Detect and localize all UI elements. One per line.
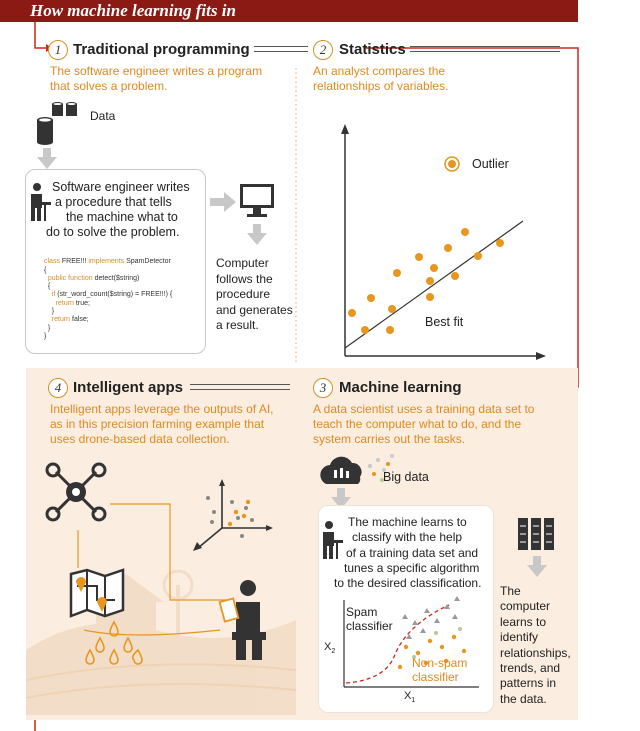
server-icon (516, 516, 556, 552)
point (348, 309, 356, 317)
point (415, 253, 423, 261)
section-2-rule (410, 46, 560, 52)
point (367, 294, 375, 302)
code-snippet: class FREE!!! implements SpamDetector { public function detect($string) { if (str_word_count($string) = FREE!!!) { return true; } return false; } } (44, 258, 173, 340)
point (386, 326, 394, 334)
machine-text: The machine learns to classify with the help of a training data set and tunes a specific algorithm to the desired classification. (334, 515, 482, 591)
data-label: Data (90, 109, 116, 123)
point (361, 326, 369, 334)
nonspam-label: Non-spam classifier (412, 656, 468, 684)
section-3-subtitle: A data scientist uses a training data set to teach the computer what to do, and the system carries out the tasks. (313, 402, 535, 446)
x2-axis-label: $X_2$ (324, 641, 336, 656)
point (451, 272, 459, 280)
section-1-title: Traditional programming (73, 41, 250, 58)
point (444, 244, 452, 252)
engineer-text: Software engineer writes a procedure that tells the machine what to do to solve the problem. (46, 180, 190, 239)
point (461, 228, 469, 236)
outlier-point (448, 160, 456, 168)
x1-axis-label: $X_1$ (404, 690, 416, 705)
best-fit-label: Best fit (425, 315, 464, 329)
farmer-icon (218, 578, 274, 662)
arrow-down-icon (36, 148, 58, 170)
database-icon (34, 102, 84, 146)
section-4-subtitle: Intelligent apps leverage the outputs of AI, as in this precision farming example that uses drone-based data collection. (50, 402, 274, 446)
water-drops-icon (82, 620, 152, 672)
computer-icon (238, 182, 278, 220)
big-data-label: Big data (383, 470, 429, 484)
arrow-down-icon-2 (246, 224, 268, 246)
section-3-title: Machine learning (339, 379, 462, 396)
computer-text: Computer follows the procedure and generates a result. (216, 256, 293, 332)
spam-label: Spam classifier (346, 605, 393, 633)
page-title: How machine learning fits in (30, 1, 236, 20)
point (426, 293, 434, 301)
outlier-label: Outlier (472, 157, 509, 171)
section-4-badge: 4 (48, 378, 68, 398)
section-1-rule (254, 46, 308, 52)
section-1-badge: 1 (48, 40, 68, 60)
point (496, 239, 504, 247)
scientist-icon (322, 520, 344, 560)
point (393, 269, 401, 277)
engineer-icon (30, 182, 52, 222)
point (426, 277, 434, 285)
point (388, 305, 396, 313)
section-4-title: Intelligent apps (73, 379, 184, 396)
3d-scatter-icon (192, 478, 274, 554)
arrow-right-icon (210, 192, 238, 212)
section-2-subtitle: An analyst compares the relationships of variables. (313, 64, 449, 93)
point (430, 264, 438, 272)
section-2-badge: 2 (313, 40, 333, 60)
section-3-badge: 3 (313, 378, 333, 398)
map-icon (67, 566, 127, 618)
section-4-rule (190, 384, 290, 390)
ml-computer-text: The computer learns to identify relationships, trends, and patterns in the data. (500, 584, 571, 706)
section-1-subtitle: The software engineer writes a program that solves a problem. (50, 64, 263, 93)
section-2-title: Statistics (339, 41, 406, 58)
point (474, 252, 482, 260)
arrow-down-icon-4 (526, 556, 548, 578)
